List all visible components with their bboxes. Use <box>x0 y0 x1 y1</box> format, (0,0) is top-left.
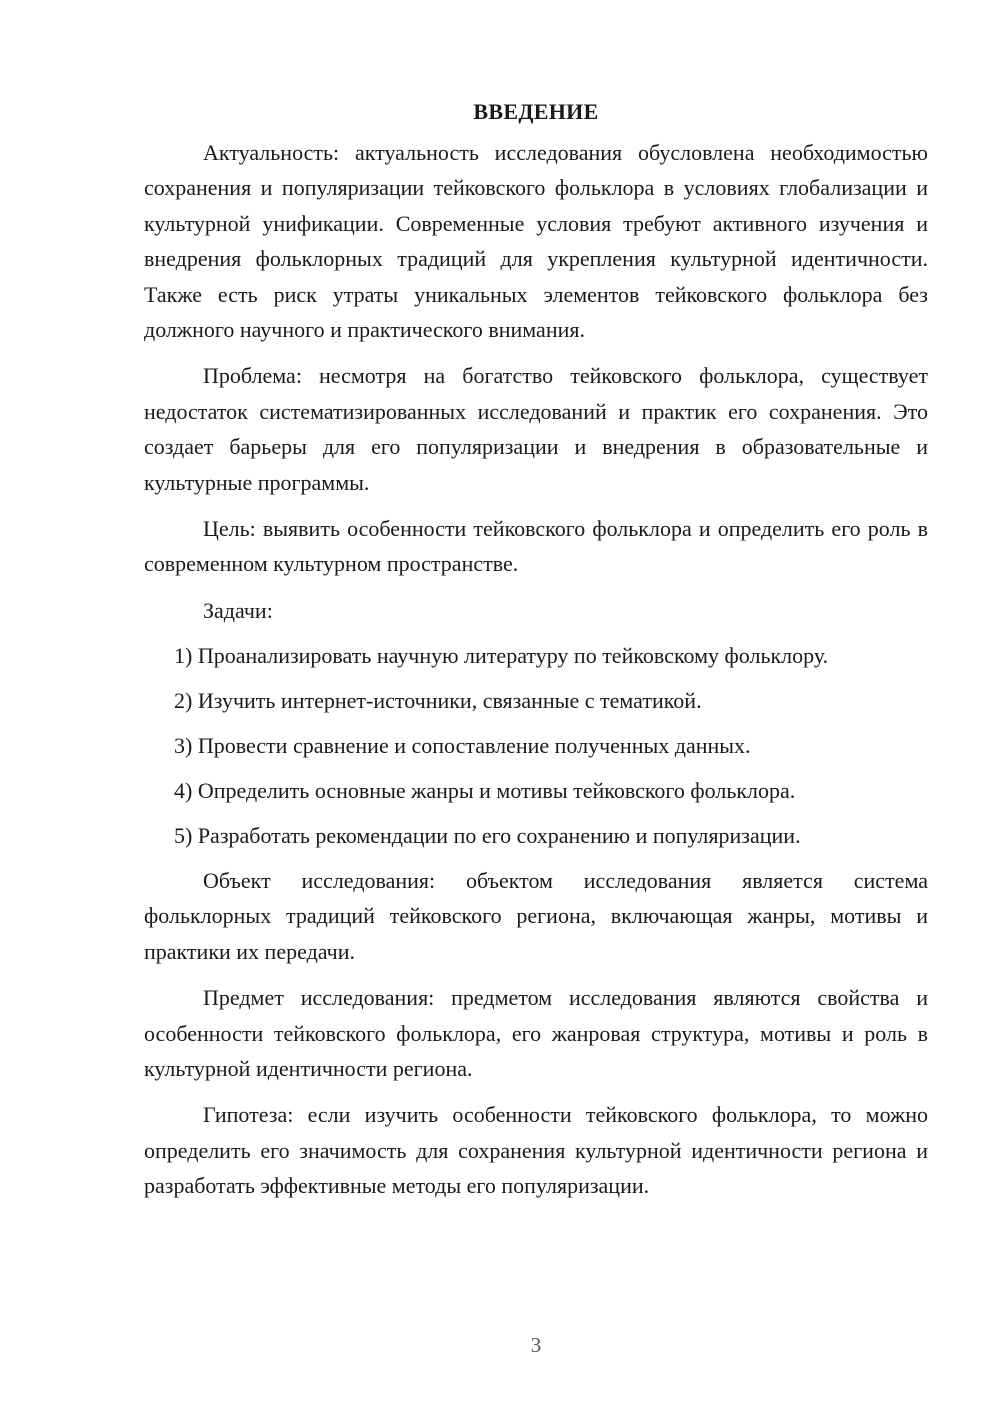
paragraph-object: Объект исследования: объектом исследования является система фольклорных традиций тейковского региона, включающая жанры, мотивы и практики их передачи. <box>144 867 928 964</box>
tasks-heading: Задачи: <box>203 597 273 623</box>
list-item: 4) Определить основные жанры и мотивы тейковского фольклора. <box>174 777 796 803</box>
paragraph-subject: Предмет исследования: предметом исследования являются свойства и особенности тейковского фольклора, его жанровая структура, мотивы и роль в культурной идентичности региона. <box>144 985 928 1081</box>
list-item: 2) Изучить интернет-источники, связанные с тематикой. <box>174 687 702 713</box>
page-content <box>144 94 928 1215</box>
tasks-list <box>144 638 928 853</box>
paragraph-relevance: Актуальность: актуальность исследования обусловлена необходимостью сохранения и популяризации тейковского фольклора в условиях глобализации и культурной унификации. Современные условия требуют активного изучения и внедрения фольклорных традиций для укрепления культурной идентичности. Также есть риск утраты уникальных элементов тейковского фольклора без должного научного и практического внимания. <box>144 140 928 343</box>
page-number: 3 <box>530 1333 542 1357</box>
paragraph-goal: Цель: выявить особенности тейковского фольклора и определить его роль в современном культурном пространстве. <box>144 516 928 577</box>
paragraph-problem: Проблема: несмотря на богатство тейковского фольклора, существует недостаток систематизированных исследований и практик его сохранения. Это создает барьеры для его популяризации и внедрения в образовательные и культурные программы. <box>144 363 928 495</box>
list-item: 5) Разработать рекомендации по его сохранению и популяризации. <box>174 822 801 848</box>
paragraph-hypothesis: Гипотеза: если изучить особенности тейковского фольклора, то можно определить его значимость для сохранения культурной идентичности региона и разработать эффективные методы его популяризации. <box>144 1102 928 1199</box>
page-title: ВВЕДЕНИЕ <box>473 99 599 124</box>
list-item: 3) Провести сравнение и сопоставление полученных данных. <box>174 732 751 758</box>
list-item: 1) Проанализировать научную литературу по тейковскому фольклору. <box>174 642 829 668</box>
